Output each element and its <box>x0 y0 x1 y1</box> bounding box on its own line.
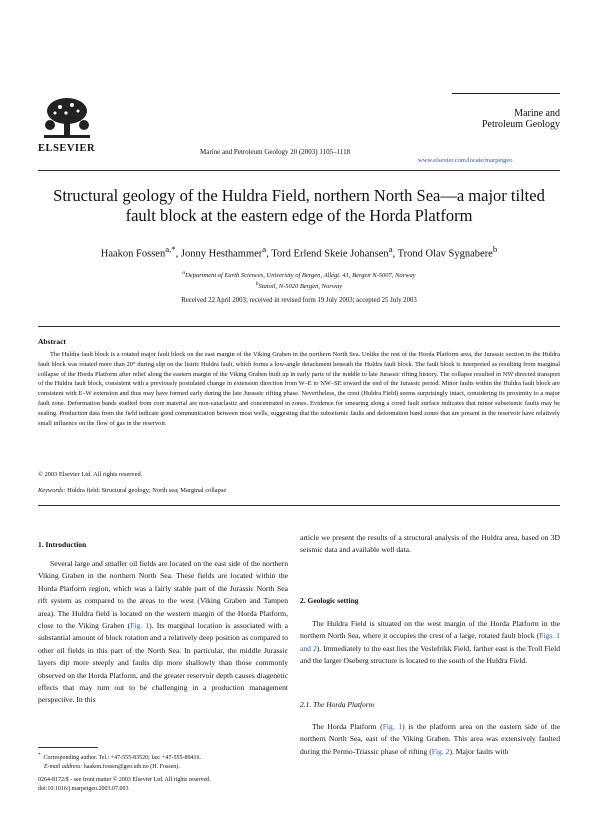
author-list: Haakon Fossen$^{a,*}$, Jonny Hesthammer$^a$, Tord Erlend Skeie Johansen$^a$, Trond Olav Sygnabere$^b$ <box>100 244 498 260</box>
author-name: Jonny Hesthammer <box>180 248 263 260</box>
figure-reference-link[interactable]: Figs. 1 and 2 <box>300 631 560 653</box>
author-affil-mark: a <box>262 244 267 254</box>
journal-brand <box>452 93 560 130</box>
abstract-top-rule <box>38 326 560 327</box>
section-heading-geologic-setting: 2. Geologic setting <box>300 596 359 605</box>
received-dates: Received 22 April 2003; received in revised form 19 July 2003; accepted 25 July 2003 <box>181 297 417 304</box>
article-identifiers <box>38 776 211 794</box>
author-affil-mark: b <box>492 244 498 254</box>
keywords <box>38 487 226 494</box>
figure-reference-link[interactable]: Fig. 2 <box>431 746 450 756</box>
introduction-paragraph: Several large and smaller oil fields are located on the east side of the northern Viking Graben in the northern North Sea. These fields are located within the Horda Platform region, which was a fairly stable part of the Jurassic North Sea rift system as compared to the areas to the west (Viking Graben and Tampen area). The Huldra field is located on the western margin of the Horda Platform, close to the Viking Graben (Fig. 1). Its marginal location is associated with a substantial amount of block rotation and a relatively deep position as compared to other oil fields in this part of the North Sea. In particular, the middle Jurassic layers dip more steeply and faults dip more shallowly than those commonly observed on the Horda Platform, and the greater reservoir depth causes diagenetic effects that may turn out to be challenging in a production management perspective. In this <box>38 559 289 705</box>
geologic-setting-paragraph: The Huldra Field is situated on the west margin of the Horda Platform in the northern North Sea, where it occupies the crest of a large, rotated fault block (Figs. 1 and 2). Immediately to the east lies the Veslefrikk Field, farther east is the Troll Field and the larger Oseberg structure is located to the south of the Huldra Field. <box>300 619 560 666</box>
header-divider <box>38 170 560 171</box>
corresponding-author-footnote: * Corresponding author. Tel.: +47-555-83520; fax: +47-555-89416. E-mail address: haakon.fossen@geo.uib.no (H. Fossen). <box>38 753 202 770</box>
affiliation-line: $^b$Statoil, N-5020 Bergen, Norway <box>255 281 343 291</box>
journal-url-link[interactable]: www.elsevier.com/locate/marpetgeo <box>418 157 513 164</box>
affiliations <box>38 269 560 291</box>
email-link[interactable]: haakon.fossen@geo.uib.no (H. Fossen). <box>83 764 180 770</box>
issn-line: 0264-8172/$ - see front matter © 2003 Elsevier Ltd. All rights reserved. <box>38 777 211 783</box>
affiliation-line: $^a$Department of Earth Sciences, University of Bergen, Allégt. 41, Bergen N-5007, Norway <box>182 270 416 280</box>
horda-platform-paragraph: The Horda Platform (Fig. 1) is the platform area on the eastern side of the northern North Sea, east of the Viking Graben. This area was extensively faulted during the Permo-Triassic phase of rifting (Fig. 2). Major faults with <box>300 722 560 756</box>
author-name: Tord Erlend Skeie Johansen <box>271 248 389 260</box>
abstract-copyright: © 2003 Elsevier Ltd. All rights reserved. <box>38 471 143 478</box>
subsection-heading-horda-platform: 2.1. The Horda Platform <box>300 700 375 709</box>
figure-reference-link[interactable]: Fig. 1 <box>382 722 403 731</box>
journal-brand-name <box>452 108 560 130</box>
journal-brand-line1: Marine and <box>514 108 560 119</box>
journal-citation: Marine and Petroleum Geology 20 (2003) 1105–1118 <box>200 148 351 156</box>
footnote-mark: * <box>38 753 41 758</box>
author-name: Haakon Fossen <box>100 248 166 260</box>
introduction-paragraph-continued: article we present the results of a structural analysis of the Huldra area, based on 3D seismic data and available well data. <box>300 533 560 555</box>
doi-line: doi:10.1016/j.marpetgeo.2003.07.003 <box>38 786 129 792</box>
author-affil-mark: a <box>388 244 393 254</box>
figure-reference-link[interactable]: Fig. 1 <box>130 621 150 631</box>
journal-brand-rule <box>452 93 560 94</box>
keywords-label: Keywords: <box>38 487 66 494</box>
keywords-text: Huldra field; Structural geology; North sea; Marginal collapse <box>67 487 227 494</box>
abstract-heading: Abstract <box>38 337 66 346</box>
footnote-rule <box>38 747 98 748</box>
author-name: Trond Olav Sygnabere <box>397 248 493 260</box>
section-heading-introduction: 1. Introduction <box>38 540 87 549</box>
author-affil-mark: a,* <box>165 244 176 254</box>
article-title: Structural geology of the Huldra Field, northern North Sea—a major tilted fault block at the eastern edge of the Horda Platform <box>53 186 545 225</box>
abstract-bottom-rule <box>38 505 560 506</box>
abstract-text: The Huldra fault block is a rotated major fault block on the east margin of the Viking Graben in the northern North Sea. Unlike the rest of the Horda Platform area, the Jurassic section in the Huldra fault block was rotated more than 20° during slip on the listric Huldra fault, which forms a low-angle detachment beneath the Huldra fault block. The fault block is interpreted as resulting from marginal collapse of the Horda Platform after relief along the eastern margin of the Viking Graben built up in early parts of the middle to late Jurassic rifting history. The collapse resulted in NW directed transport of the Huldra fault block, consistent with a previously postulated change in extension direction from W–E to NW–SE toward the end of the Jurassic period. Minor faults within the Huldra fault block are consistent with E–W extension and thus may have formed early during the late Jurassic rifting phase. Nevertheless, the crest (Huldra Field) seems surprisingly intact, considering its proximity to a major fault zone. Deformation bands studied from core material are non-cataclastic and concentrated in zones. Evidence for smearing along a cored fault surface indicates that minor subseismic faults may be sealing. Production data from the field indicate good communication between most wells, suggesting that the subseismic faults and deformation band zones that are present in the reservoir have relatively small influence on the flow of gas in the reservoir. <box>38 351 560 427</box>
journal-brand-line2: Petroleum Geology <box>481 119 560 130</box>
email-label: E-mail address: <box>44 764 83 770</box>
publisher-name: ELSEVIER <box>38 143 96 154</box>
